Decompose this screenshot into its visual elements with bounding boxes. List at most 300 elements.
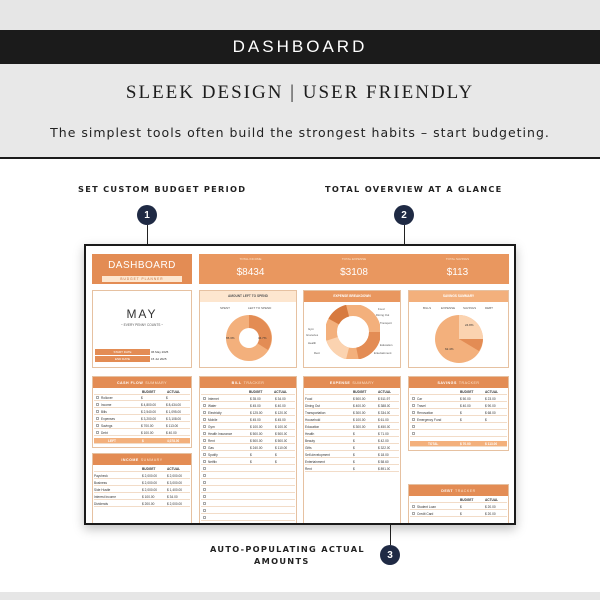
checkbox[interactable]: [203, 474, 206, 477]
table-row: [305, 431, 399, 437]
table-row: [201, 403, 295, 409]
top-strip: [0, 0, 600, 30]
callout-label-3b: AMOUNTS: [254, 556, 310, 566]
total-expense-value: $3108: [340, 267, 368, 278]
period-note: ~ EVERY PENNY COUNTS ~: [120, 323, 164, 327]
checkbox[interactable]: [203, 432, 206, 435]
row-actual: $ 42.00: [378, 438, 389, 443]
table-row: [201, 438, 295, 444]
cash-flow-title-light: SUMMARY: [145, 380, 168, 385]
expense-legend-gym: Gym: [308, 327, 314, 331]
row-actual: $ 100.00: [275, 424, 288, 429]
row-actual: $ 1,095.00: [166, 409, 182, 414]
expense-title: EXPENSE: [329, 380, 351, 385]
savings-tracker-panel: [408, 376, 509, 451]
row-label: Dividends: [94, 501, 108, 506]
col-header: BUDGET: [353, 389, 367, 394]
table-row: [410, 511, 507, 517]
checkbox[interactable]: [203, 488, 206, 491]
row-label: Gifts: [305, 445, 312, 450]
callout-badge-1: 1: [137, 205, 157, 225]
checkbox[interactable]: [203, 460, 206, 463]
bill-title: BILL: [231, 380, 242, 385]
table-row: [305, 396, 399, 402]
empty-row: [201, 494, 295, 500]
empty-row: [201, 487, 295, 493]
row-budget[interactable]: $ 2,000.00: [142, 487, 158, 492]
savings-header: [409, 377, 508, 388]
table-row: [94, 501, 190, 507]
row-budget[interactable]: $: [250, 459, 252, 464]
savings-legend-expense: EXPENSE: [441, 306, 456, 310]
row-budget[interactable]: $ 4,800.00: [141, 402, 157, 407]
row-budget[interactable]: $ 400.00: [353, 403, 366, 408]
row-label: Electricity: [208, 410, 222, 415]
cash-flow-title: CASH FLOW: [116, 380, 144, 385]
row-budget[interactable]: $ 300.00: [353, 410, 366, 415]
row-actual: $ 322.00: [378, 445, 391, 450]
checkbox[interactable]: [412, 432, 415, 435]
checkbox[interactable]: [203, 481, 206, 484]
row-actual: $ 2,000.00: [167, 501, 183, 506]
checkbox[interactable]: [412, 411, 415, 414]
row-label: Health Insurance: [208, 431, 233, 436]
savings-summary-title: SAVINGS SUMMARY: [409, 291, 508, 302]
table-row: [94, 494, 190, 500]
bill-title-light: TRACKER: [243, 380, 265, 385]
row-actual: $ 511.97: [378, 396, 391, 401]
brand-panel: [92, 254, 192, 284]
row-actual: $ 40.00: [275, 403, 286, 408]
table-row: [410, 504, 507, 510]
cash-flow-left-row: [94, 438, 190, 444]
row-budget[interactable]: $ 50.00: [460, 396, 471, 401]
row-budget[interactable]: $ 200.00: [142, 501, 155, 506]
table-row: [94, 423, 190, 429]
tagline: The simplest tools often build the strongest habits – start budgeting.: [50, 125, 550, 140]
row-marker: [96, 396, 99, 399]
row-actual: $ 34.00: [275, 396, 286, 401]
total-expense-label: TOTAL EXPENSE: [341, 257, 367, 261]
checkbox[interactable]: [412, 397, 415, 400]
end-date-label: END DATE: [95, 356, 150, 362]
col-header: BUDGET: [142, 389, 156, 394]
income-cols: [94, 466, 190, 472]
total-savings-card: [406, 254, 509, 284]
row-label: Car: [417, 396, 423, 401]
table-row: [94, 473, 190, 479]
callout-label-1: SET CUSTOM BUDGET PERIOD: [78, 184, 247, 194]
left-to-spend-chart: [199, 290, 297, 368]
table-row: [305, 438, 399, 444]
row-budget[interactable]: $: [460, 410, 462, 415]
savings-summary-pie: [433, 313, 485, 365]
row-actual: $ 90.00: [485, 403, 496, 408]
col-header: ACTUAL: [274, 389, 288, 394]
total-income-value: $8434: [236, 267, 265, 278]
empty-row: [201, 515, 295, 521]
checkbox[interactable]: [203, 467, 206, 470]
empty-row: [410, 431, 507, 437]
row-label: Paycheck: [94, 473, 108, 478]
empty-row: [201, 466, 295, 472]
row-budget[interactable]: $ 500.00: [250, 431, 263, 436]
period-month: MAY: [126, 307, 158, 321]
savings-cols: [410, 389, 507, 395]
col-header: BUDGET: [249, 389, 263, 394]
left-label: LEFT: [108, 438, 116, 443]
income-header: [93, 454, 191, 465]
row-actual: $ 61.00: [378, 417, 389, 422]
checkbox[interactable]: [203, 495, 206, 498]
row-label: Entertainment: [305, 459, 325, 464]
row-budget[interactable]: $ 2,540.00: [141, 409, 157, 414]
row-marker: [96, 424, 99, 427]
row-actual: $: [166, 395, 168, 400]
debt-title-light: TRACKER: [455, 488, 476, 493]
page-title: DASHBOARD: [0, 30, 600, 64]
table-row: [305, 452, 399, 458]
row-label: Transportation: [305, 410, 326, 415]
row-label: Side Hustle: [94, 487, 111, 492]
table-row: [201, 459, 295, 465]
left-to-spend-title: AMOUNT LEFT TO SPEND: [200, 291, 296, 302]
row-actual: $ 110.00: [275, 445, 288, 450]
row-actual: $: [275, 452, 277, 457]
row-budget[interactable]: $: [353, 438, 355, 443]
total-label: TOTAL: [428, 441, 439, 446]
checkbox[interactable]: [203, 418, 206, 421]
row-budget[interactable]: $ 300.00: [353, 424, 366, 429]
empty-row: [201, 473, 295, 479]
row-budget[interactable]: $: [460, 504, 462, 509]
empty-row: [201, 508, 295, 514]
row-budget[interactable]: $: [353, 452, 355, 457]
left-to-spend-legend-2: LEFT TO SPEND: [248, 306, 272, 310]
savings-summary-chart: [408, 290, 509, 368]
row-actual: $ 3,000.00: [167, 480, 183, 485]
row-actual: $ 500.00: [275, 431, 288, 436]
brand-title: DASHBOARD: [108, 260, 176, 271]
row-budget[interactable]: $ 100.00: [142, 494, 155, 499]
row-budget[interactable]: $ 2,000.00: [142, 473, 158, 478]
savings-title: SAVINGS: [437, 380, 457, 385]
dashboard-sheet: [84, 244, 516, 525]
row-label: Netflix: [208, 459, 217, 464]
row-label: Rent: [305, 466, 312, 471]
row-marker: [96, 417, 99, 420]
end-date-value[interactable]: 15 Jul 2025: [151, 357, 167, 361]
row-actual: $ 2,000.00: [167, 473, 183, 478]
row-actual: $ 113.00: [166, 423, 179, 428]
bill-header: [200, 377, 296, 388]
expense-title-light: SUMMARY: [352, 380, 375, 385]
empty-row: [201, 501, 295, 507]
row-label: Business: [94, 480, 107, 485]
header-band: [0, 64, 600, 157]
checkbox[interactable]: [203, 509, 206, 512]
row-budget[interactable]: $: [353, 431, 355, 436]
pie-hole: [239, 328, 259, 348]
brand-subtitle: BUDGET PLANNER: [102, 276, 182, 282]
row-marker: [96, 410, 99, 413]
savings-legend-bills: BILLS: [423, 306, 432, 310]
row-actual: $ 120.00: [275, 410, 288, 415]
row-label: Beauty: [305, 438, 315, 443]
row-budget[interactable]: $ 35.00: [250, 396, 261, 401]
row-budget[interactable]: $: [353, 466, 355, 471]
left-budget: $: [142, 438, 144, 443]
table-row: [410, 410, 507, 416]
total-actual: $ 113.00: [485, 441, 498, 446]
table-row: [305, 424, 399, 430]
row-budget[interactable]: $ 125.00: [250, 410, 263, 415]
income-panel: [92, 453, 192, 525]
checkbox[interactable]: [203, 502, 206, 505]
table-row: [305, 445, 399, 451]
row-budget[interactable]: $: [353, 459, 355, 464]
checkbox[interactable]: [412, 418, 415, 421]
table-row: [94, 416, 190, 422]
checkbox[interactable]: [203, 453, 206, 456]
table-row: [305, 417, 399, 423]
cash-flow-header: [93, 377, 191, 388]
callout-label-2: TOTAL OVERVIEW AT A GLANCE: [325, 184, 503, 194]
row-label: Internet: [208, 396, 219, 401]
col-header: ACTUAL: [167, 466, 181, 471]
row-actual: $: [485, 417, 487, 422]
income-title: INCOME: [121, 457, 139, 462]
row-actual: $ 34.00: [167, 494, 178, 499]
row-budget[interactable]: $ 45.00: [250, 403, 261, 408]
row-label: Water: [208, 403, 217, 408]
row-label: Rollover: [101, 395, 113, 400]
total-income-card: [199, 254, 302, 284]
row-label: Food: [305, 396, 313, 401]
row-label: Rent: [208, 438, 215, 443]
row-budget[interactable]: $ 240.00: [250, 445, 263, 450]
row-label: Mobile: [208, 417, 218, 422]
table-row: [305, 410, 399, 416]
row-actual: $ 891.00: [378, 466, 391, 471]
left-to-spend-legend-1: SPENT: [220, 306, 231, 310]
totals-bar: [199, 254, 509, 284]
row-label: Student Loan: [417, 504, 436, 509]
col-header: ACTUAL: [485, 497, 499, 502]
row-label: Dining Out: [305, 403, 321, 408]
row-budget[interactable]: $ 45.00: [250, 417, 261, 422]
pie-slice-expense: [459, 315, 483, 339]
left-actual: 4,078.00: [167, 438, 180, 443]
row-label: Renovation: [417, 410, 434, 415]
row-budget[interactable]: $ 40.00: [460, 403, 471, 408]
row-label: Education: [305, 424, 320, 429]
left-to-spend-pct-1: 65.3%: [226, 336, 235, 340]
total-income-label: TOTAL INCOME: [239, 257, 262, 261]
start-date-label: START DATE: [95, 349, 150, 355]
row-actual: $ 58.60: [378, 459, 389, 464]
left-to-spend-pct-2: 34.7%: [258, 336, 267, 340]
row-actual: $ 68.00: [485, 410, 496, 415]
row-label: Health: [305, 431, 315, 436]
row-label: Debt: [101, 430, 108, 435]
table-row: [201, 417, 295, 423]
row-actual: $ 23.00: [485, 396, 496, 401]
row-actual: $ 334.00: [378, 410, 391, 415]
bill-cols: [201, 389, 295, 395]
row-label: Gas: [208, 445, 214, 450]
row-actual: $ 40.00: [166, 430, 177, 435]
row-actual: $ 8,434.00: [166, 402, 182, 407]
col-header: ACTUAL: [167, 389, 181, 394]
checkbox[interactable]: [203, 425, 206, 428]
row-label: Expenses: [101, 416, 115, 421]
table-row: [201, 396, 295, 402]
expense-legend-food: Food: [378, 307, 385, 311]
row-label: Bills: [101, 409, 107, 414]
savings-title-light: TRACKER: [458, 380, 480, 385]
savings-legend-debt: DEBT: [485, 306, 494, 310]
expense-cols: [305, 389, 399, 395]
row-budget[interactable]: $: [250, 452, 252, 457]
row-budget[interactable]: $: [460, 417, 462, 422]
savings-legend-savings: SAVINGS: [463, 306, 477, 310]
table-row: [201, 445, 295, 451]
expense-legend-transport: Transport: [380, 321, 392, 325]
row-actual: $ 20.00: [485, 511, 496, 516]
expense-legend-dining: Dining Out: [376, 313, 390, 317]
checkbox[interactable]: [203, 411, 206, 414]
table-row: [94, 480, 190, 486]
expense-breakdown-donut: [326, 305, 380, 359]
table-row: [94, 402, 190, 408]
row-budget[interactable]: $ 700.00: [141, 423, 154, 428]
checkbox[interactable]: [203, 446, 206, 449]
income-title-light: SUMMARY: [140, 457, 163, 462]
row-actual: $ 20.00: [485, 504, 496, 509]
row-actual: $ 388.00: [378, 403, 391, 408]
col-header: BUDGET: [142, 466, 156, 471]
checkbox[interactable]: [203, 516, 206, 519]
row-budget[interactable]: $: [353, 445, 355, 450]
period-panel: [92, 290, 192, 368]
row-label: Interest Income: [94, 494, 116, 499]
expense-header: [304, 377, 400, 388]
row-label: Self-development: [305, 452, 330, 457]
row-actual: $ 500.00: [275, 438, 288, 443]
debt-title: DEBT: [441, 488, 454, 493]
row-label: Gym: [208, 424, 215, 429]
col-header: ACTUAL: [485, 389, 499, 394]
expense-breakdown-title: EXPENSE BREAKDOWN: [304, 291, 400, 302]
row-budget[interactable]: $: [141, 395, 143, 400]
table-row: [201, 452, 295, 458]
row-budget[interactable]: $ 3,200.00: [141, 416, 157, 421]
debt-cols: [410, 497, 507, 503]
debt-header: [409, 485, 508, 496]
row-label: Credit Card: [417, 511, 434, 516]
row-marker: [96, 403, 99, 406]
row-label: Travel: [417, 403, 426, 408]
table-row: [201, 431, 295, 437]
checkbox[interactable]: [412, 505, 415, 508]
row-actual: $: [275, 459, 277, 464]
total-savings-value: $113: [446, 267, 469, 278]
table-row: [94, 430, 190, 436]
row-actual: $ 1,400.00: [167, 487, 183, 492]
row-budget[interactable]: $ 100.00: [353, 417, 366, 422]
row-actual: $ 18.00: [378, 452, 389, 457]
expense-legend-groceries: Groceries: [306, 333, 319, 337]
expense-legend-health: Health: [308, 341, 317, 345]
row-actual: $ 3,108.00: [166, 416, 182, 421]
total-savings-label: TOTAL SAVINGS: [445, 257, 470, 261]
table-row: [94, 487, 190, 493]
expense-legend-entertainment: Entertainment: [374, 351, 392, 355]
checkbox[interactable]: [203, 439, 206, 442]
expense-legend-education: Education: [380, 343, 393, 347]
checkbox[interactable]: [412, 512, 415, 515]
bottom-strip: [0, 592, 600, 600]
col-header: BUDGET: [460, 497, 474, 502]
table-row: [94, 395, 190, 401]
table-row: [305, 403, 399, 409]
row-label: Household: [305, 417, 321, 422]
row-label: Spotify: [208, 452, 218, 457]
row-label: Emergency Fund: [417, 417, 442, 422]
row-budget[interactable]: $ 100.00: [250, 424, 263, 429]
subtitle: SLEEK DESIGN | USER FRIENDLY: [125, 82, 475, 103]
bill-tracker-panel: [199, 376, 297, 525]
callout-label-3a: AUTO-POPULATING ACTUAL: [210, 544, 365, 554]
expense-breakdown-chart: [303, 290, 401, 368]
row-label: Income: [101, 402, 112, 407]
row-budget[interactable]: $ 500.00: [353, 396, 366, 401]
start-date-value[interactable]: 06 May 2025: [151, 350, 169, 354]
table-row: [94, 409, 190, 415]
col-header: BUDGET: [460, 389, 474, 394]
total-expense-card: [302, 254, 406, 284]
empty-row: [201, 480, 295, 486]
callout-badge-2: 2: [394, 205, 414, 225]
table-row: [201, 410, 295, 416]
col-header: ACTUAL: [378, 389, 392, 394]
table-row: [410, 417, 507, 423]
savings-pct-2: 24.8%: [465, 323, 474, 327]
savings-total-row: [410, 441, 507, 447]
debt-tracker-panel: [408, 484, 509, 525]
table-row: [410, 403, 507, 409]
table-row: [410, 396, 507, 402]
checkbox[interactable]: [412, 404, 415, 407]
table-row: [305, 459, 399, 465]
row-budget[interactable]: $ 2,000.00: [142, 480, 158, 485]
row-budget[interactable]: $: [460, 511, 462, 516]
row-budget[interactable]: $ 100.00: [141, 430, 154, 435]
row-label: Savings: [101, 423, 113, 428]
checkbox[interactable]: [203, 404, 206, 407]
expense-summary-panel: [303, 376, 401, 525]
row-actual: $ 450.00: [378, 424, 391, 429]
callout-badge-3: 3: [380, 545, 400, 565]
row-budget[interactable]: $ 500.00: [250, 438, 263, 443]
checkbox[interactable]: [203, 397, 206, 400]
cash-flow-panel: [92, 376, 192, 448]
checkbox[interactable]: [412, 425, 415, 428]
total-budget: $ 70.00: [460, 441, 471, 446]
row-marker: [96, 431, 99, 434]
row-actual: $ 71.00: [378, 431, 389, 436]
